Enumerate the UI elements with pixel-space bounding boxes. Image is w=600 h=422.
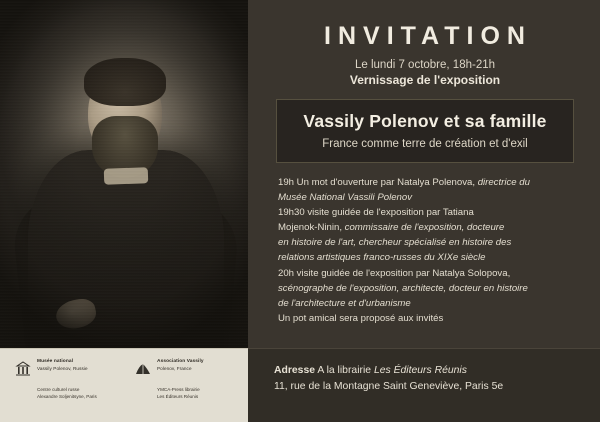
exhibition-title: Vassily Polenov et sa famille: [303, 111, 547, 131]
logo-block-museum: [14, 359, 118, 378]
museum-logo-title: Musée national: [37, 359, 74, 364]
program-line-emphasis: commissaire de l'exposition, docteure: [344, 222, 505, 234]
program-line: [278, 282, 576, 296]
invitation-heading: INVITATION: [324, 22, 532, 50]
program-line-emphasis: de l'architecture et d'urbanisme: [278, 297, 411, 309]
program-line: [278, 206, 576, 220]
address-venue-name: Les Éditeurs Réunis: [373, 365, 467, 376]
program-line-text: Mojenok-Ninin,: [278, 222, 345, 234]
program-line: [278, 312, 576, 326]
logo-block-ymca-press: [134, 387, 238, 401]
address-venue-line: [274, 363, 582, 379]
museum-logo-icon: [14, 360, 32, 378]
program-line-emphasis: scénographe de l'exposition, architecte, docteur en histoire: [278, 282, 528, 294]
invitation-event-type: Vernissage de l'exposition: [349, 73, 501, 87]
program-line-emphasis: Musée National Vassili Polenov: [278, 192, 413, 204]
portrait-photo-image: [0, 0, 248, 348]
program-line-text: Un pot amical sera proposé aux invités: [278, 312, 444, 324]
exhibition-title-box: [276, 99, 574, 163]
program-line-emphasis: relations artistiques franco-russes du XIXe siècle: [278, 252, 486, 264]
association-logo-icon: [134, 360, 152, 378]
invitation-body: [248, 0, 600, 348]
program-line-emphasis: directrice du: [477, 177, 530, 188]
association-logo-text: [157, 359, 204, 373]
program-line: [278, 297, 576, 311]
address-label: Adresse: [274, 365, 316, 376]
cultural-center-title: Centre culturel russe: [37, 387, 80, 392]
logo-block-association: [134, 359, 238, 378]
exhibition-subtitle: France comme terre de création et d'exil: [322, 138, 528, 150]
program-line: [278, 221, 576, 235]
photo-grain: [0, 0, 248, 348]
program-list: [272, 176, 578, 326]
ymca-press-title: YMCA-Press librairie: [157, 387, 200, 392]
cultural-center-subtitle: Alexandre Soljenitsyne, Paris: [37, 393, 97, 399]
program-line: [278, 176, 576, 190]
program-line: [278, 236, 576, 250]
logo-row-primary: [14, 359, 240, 378]
invitation-date: Le lundi 7 octobre, 18h-21h: [354, 59, 496, 71]
partner-logos: [0, 348, 248, 422]
program-line: [278, 191, 576, 205]
program-line-text: 19h30 visite guidée de l'exposition par Tatiana: [278, 207, 474, 219]
program-line-text: 20h visite guidée de l'exposition par Natalya Solopova,: [278, 267, 511, 279]
program-line-emphasis: en histoire de l'art, chercheur spécialisé en histoire des: [278, 237, 512, 249]
program-line: [278, 267, 576, 281]
program-line: [278, 251, 576, 265]
logo-block-cultural-center: [14, 387, 118, 401]
address-venue-prefix: A la librairie: [317, 365, 374, 376]
ymca-press-subtitle: Les Éditeurs Réunis: [157, 393, 199, 399]
logo-row-secondary: [14, 387, 240, 401]
museum-logo-text: [37, 359, 88, 373]
address-block: [248, 348, 600, 422]
museum-logo-subtitle: Vassily Polenov, Russie: [37, 365, 88, 371]
address-street-line: 11, rue de la Montagne Saint Geneviève, Paris 5e: [274, 380, 504, 392]
association-logo-subtitle: Polenov, France: [157, 365, 192, 371]
association-logo-title: Association Vassily: [157, 359, 204, 364]
program-line-text: 19h Un mot d'ouverture par Natalya Polenova,: [278, 177, 478, 188]
